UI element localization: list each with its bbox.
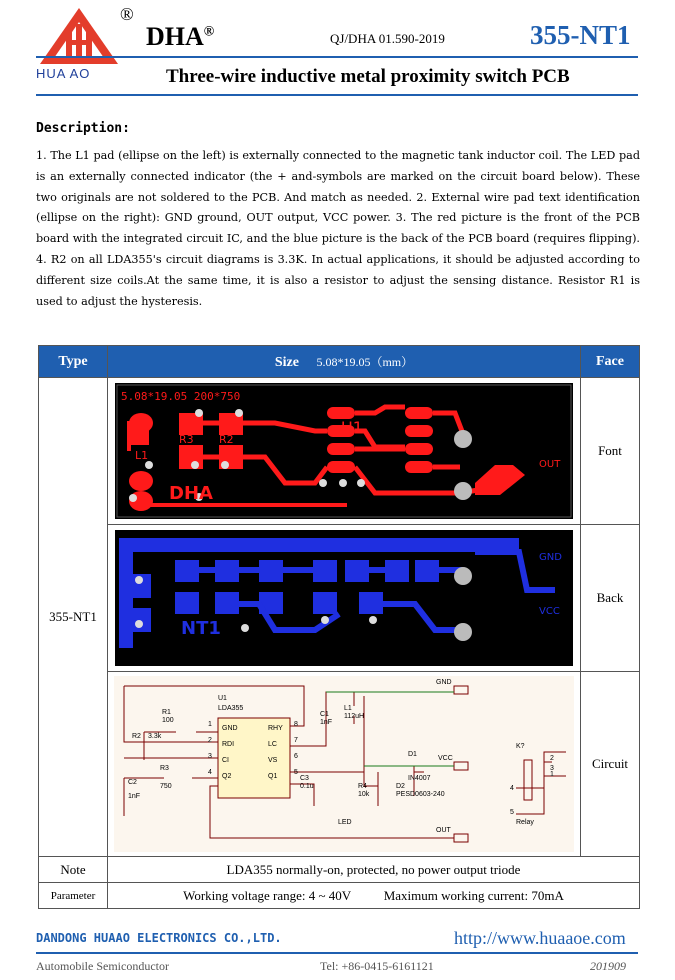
note-label: Note [39,857,108,883]
svg-text:C2: C2 [128,779,137,786]
svg-text:R1: R1 [162,709,171,716]
svg-text:750: 750 [160,783,172,790]
svg-text:Relay: Relay [516,819,534,826]
svg-text:8: 8 [294,721,298,728]
svg-text:VS: VS [268,757,278,764]
svg-text:1nF: 1nF [320,719,333,726]
svg-text:CI: CI [222,757,229,764]
logo-text: HUA AO [36,66,91,81]
svg-text:Q2: Q2 [222,773,232,780]
svg-text:NT1: NT1 [181,618,221,639]
svg-text:LED: LED [338,819,352,826]
standard-number: QJ/DHA 01.590-2019 [330,31,445,46]
svg-text:10k: 10k [358,791,370,798]
pcb-front-cell [108,378,581,525]
description-text: 1. The L1 pad (ellipse on the left) is externally connected to the magnetic tank inductor coil. The LED pad is an externally connected indicator (the + and-symbols are marked on the circuit board below). These two originals are not soldered to the PCB. And match as needed. 2. External wire pad text identification (ellipse on the right): GND ground, OUT output, VCC power. 3. The red picture is the front of the PCB board with the integrated circuit IC, and the blue picture is the back of the PCB board (requires flipping). 4. R2 on all LDA355's circuit diagrams is 3.3K. In actual applications, it should be adjusted according to different size coils.At the same time, it is also a resistor to adjust the sensing distance. Resistor R1 is used to adjust the hysteresis. [36,149,640,308]
svg-text:LC: LC [268,741,277,748]
svg-text:LDA355: LDA355 [218,705,244,712]
svg-text:GND: GND [539,552,562,563]
svg-text:4: 4 [510,785,514,792]
svg-text:OUT: OUT [539,459,561,470]
face-front-cell: Font [581,378,640,525]
svg-text:GND: GND [436,679,452,686]
col-face-header: Face [581,346,640,378]
svg-text:5: 5 [510,809,514,816]
face-circuit-cell: Circuit [581,672,640,857]
circuit-diagram [114,676,574,852]
svg-text:L1: L1 [135,449,149,462]
svg-text:Q1: Q1 [268,773,278,780]
svg-text:DHA: DHA [169,483,213,504]
svg-text:7: 7 [294,737,298,744]
svg-text:C3: C3 [300,775,309,782]
svg-text:2: 2 [208,737,212,744]
page-title: Three-wire inductive metal proximity switch PCB [166,66,570,87]
company-name: DANDONG HUAAO ELECTRONICS CO.,LTD. [36,931,282,945]
registered-mark: ® [120,4,134,24]
svg-text:R3: R3 [160,765,169,772]
svg-text:RHY: RHY [268,725,283,732]
svg-text:1: 1 [208,721,212,728]
svg-text:U1: U1 [341,418,363,437]
svg-text:6: 6 [294,753,298,760]
svg-text:R2: R2 [132,733,141,740]
svg-text:2: 2 [550,755,554,762]
col-type-header: Type [39,346,108,378]
svg-text:5: 5 [294,769,298,776]
svg-text:VCC: VCC [539,606,560,617]
model-number: 355-NT1 [530,20,631,50]
svg-text:3.3k: 3.3k [148,733,162,740]
svg-text:1nF: 1nF [128,793,141,800]
svg-text:100: 100 [162,717,174,724]
svg-text:RDI: RDI [222,741,235,748]
pcb-front-silk: 5.08*19.05 200*750 [121,390,241,403]
parameter-value: Working voltage range: 4 ~ 40V Maximum working current: 70mA [108,883,640,909]
title-divider [36,94,638,96]
circuit-cell [108,672,581,857]
pcb-front-image [115,383,573,519]
svg-text:PESD0603-240: PESD0603-240 [396,791,445,798]
svg-text:U1: U1 [218,695,227,702]
footer-tel: Tel: +86-0415-6161121 [320,959,434,973]
company-url[interactable]: http://www.huaaoe.com [454,928,626,948]
pcb-back-image [115,530,573,666]
spec-table [38,345,640,909]
svg-text:D1: D1 [408,751,417,758]
svg-text:3: 3 [208,753,212,760]
svg-text:112uH: 112uH [344,713,365,720]
brand-name: DHA® [146,22,215,51]
svg-text:D2: D2 [396,783,405,790]
face-back-cell: Back [581,525,640,672]
svg-text:0.1u: 0.1u [300,783,314,790]
parameter-label: Parameter [39,883,108,909]
svg-text:R4: R4 [358,783,367,790]
svg-text:1: 1 [550,771,554,778]
description-heading: Description: [36,121,130,136]
pcb-back-cell [108,525,581,672]
svg-text:IN4007: IN4007 [408,775,431,782]
col-size-header: Size 5.08*19.05（mm） [108,346,581,378]
note-value: LDA355 normally-on, protected, no power output triode [108,857,640,883]
svg-text:R2: R2 [219,433,234,446]
footer-divider [36,952,638,954]
svg-text:GND: GND [222,725,238,732]
svg-text:L1: L1 [344,705,352,712]
svg-text:C1: C1 [320,711,329,718]
footer-date: 201909 [590,959,626,973]
footer-subtitle: Automobile Semiconductor [36,959,169,973]
type-cell: 355-NT1 [39,378,108,857]
svg-text:VCC: VCC [438,755,453,762]
svg-text:K?: K? [516,743,525,750]
header-divider [36,56,638,58]
svg-text:OUT: OUT [436,827,451,834]
svg-text:R3: R3 [179,433,194,446]
svg-text:4: 4 [208,769,212,776]
svg-text:3: 3 [550,765,554,772]
